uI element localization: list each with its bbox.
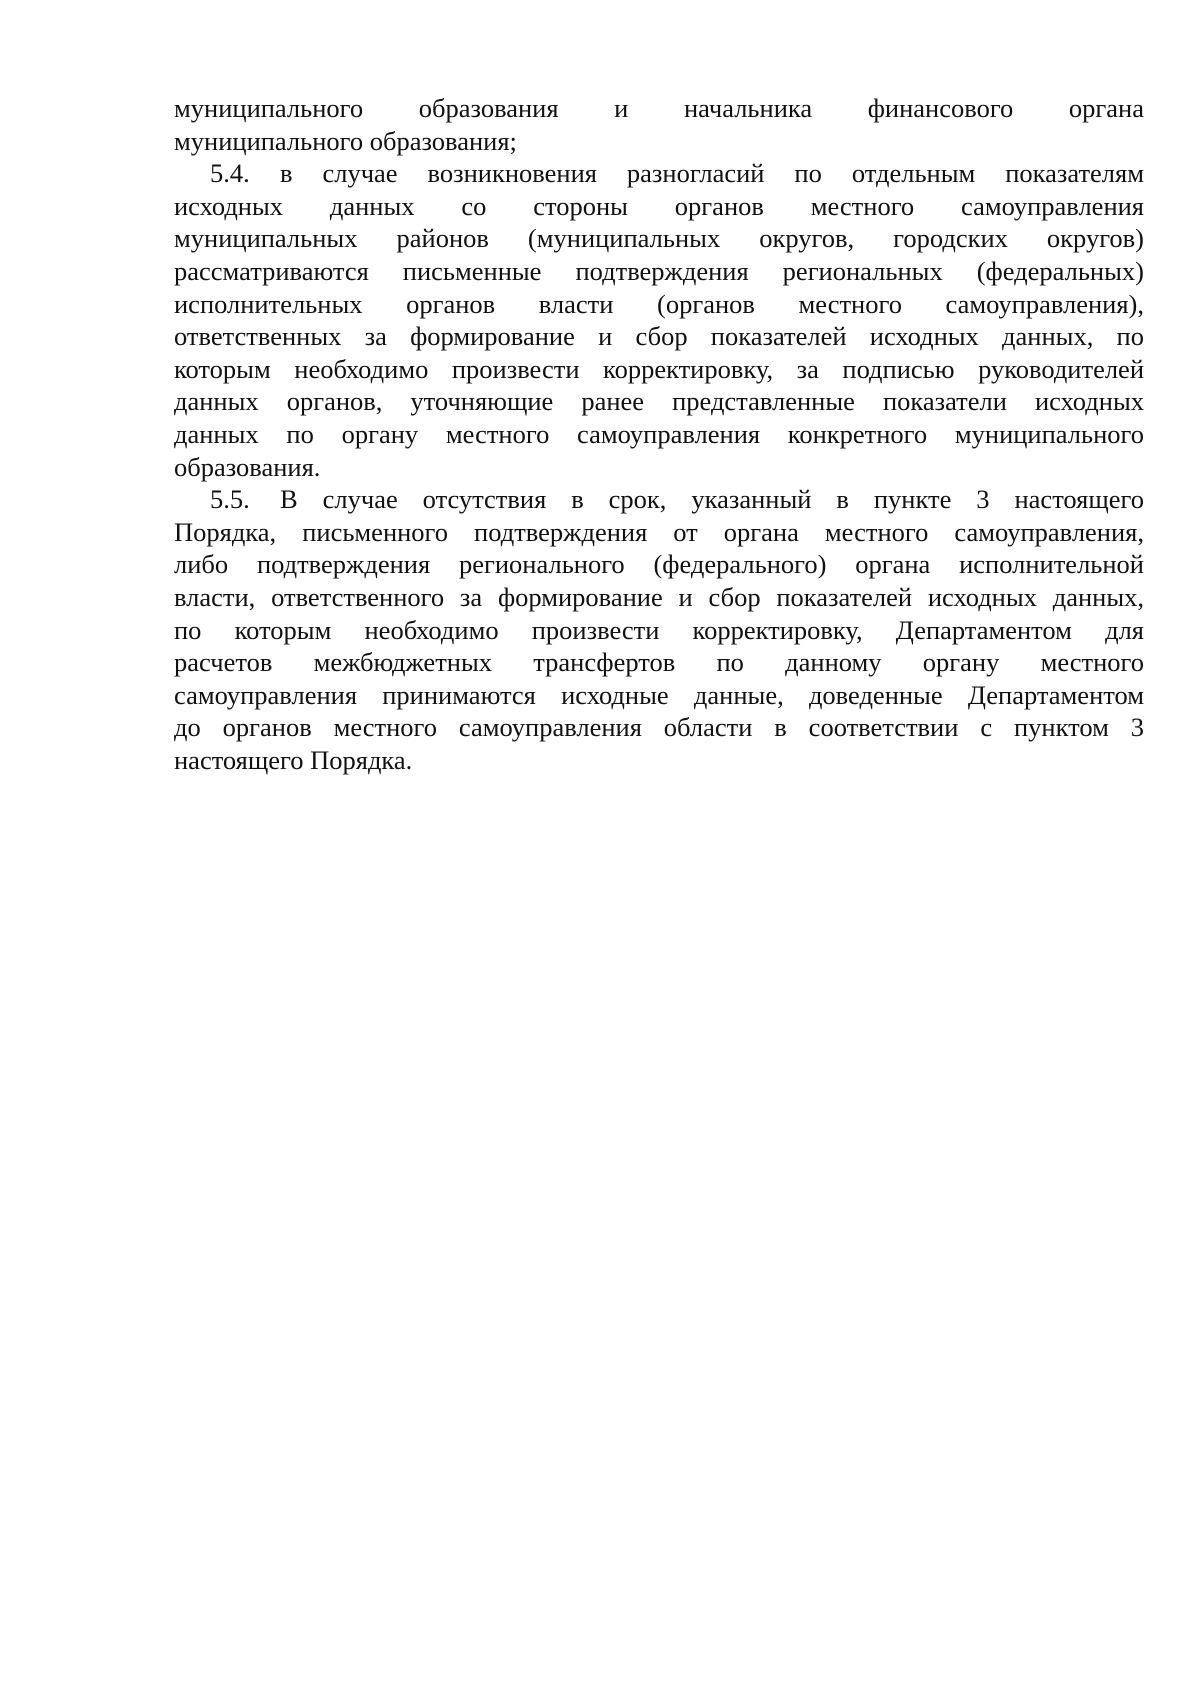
paragraph-number: 5.5. xyxy=(210,484,250,515)
text-line: самоуправления принимаются исходные данные, доведенные Департаментом xyxy=(174,679,1144,710)
text-line xyxy=(174,157,1144,190)
text-line xyxy=(174,483,1144,516)
text-line-content: В случае отсутствия в срок, указанный в пункте 3 настоящего xyxy=(280,484,1144,515)
text-line: данных органов, уточняющие ранее представленные показатели исходных xyxy=(174,386,1144,417)
text-line: настоящего Порядка. xyxy=(174,744,413,775)
text-line: исходных данных со стороны органов местного самоуправления xyxy=(174,190,1144,221)
text-line: муниципальных районов (муниципальных округов, городских округов) xyxy=(174,223,1144,254)
text-line: расчетов межбюджетных трансфертов по данному органу местного xyxy=(174,647,1144,678)
text-line: либо подтверждения регионального (федерального) органа исполнительной xyxy=(174,549,1144,580)
text-line: рассматриваются письменные подтверждения региональных (федеральных) xyxy=(174,255,1144,286)
text-line: Порядка, письменного подтверждения от органа местного самоуправления, xyxy=(174,516,1144,547)
text-line: муниципального образования; xyxy=(174,125,517,156)
paragraph-5-5 xyxy=(174,483,1144,776)
text-line: исполнительных органов власти (органов местного самоуправления), xyxy=(174,288,1144,319)
text-line: до органов местного самоуправления области в соответствии с пунктом 3 xyxy=(174,712,1144,743)
text-line: образования. xyxy=(174,451,321,482)
paragraph-5-4 xyxy=(174,157,1144,483)
text-line: ответственных за формирование и сбор показателей исходных данных, по xyxy=(174,321,1144,352)
text-line: данных по органу местного самоуправления конкретного муниципального xyxy=(174,418,1144,449)
paragraph-number: 5.4. xyxy=(210,158,250,189)
text-line: муниципального образования и начальника финансового органа xyxy=(174,93,1144,123)
text-line: которым необходимо произвести корректировку, за подписью руководителей xyxy=(174,353,1144,384)
paragraph-continuation xyxy=(174,92,1144,157)
text-line-content: в случае возникновения разногласий по отдельным показателям xyxy=(280,158,1144,189)
document-body xyxy=(174,92,1144,776)
text-line: власти, ответственного за формирование и сбор показателей исходных данных, xyxy=(174,581,1144,612)
text-line: по которым необходимо произвести корректировку, Департаментом для xyxy=(174,614,1144,645)
